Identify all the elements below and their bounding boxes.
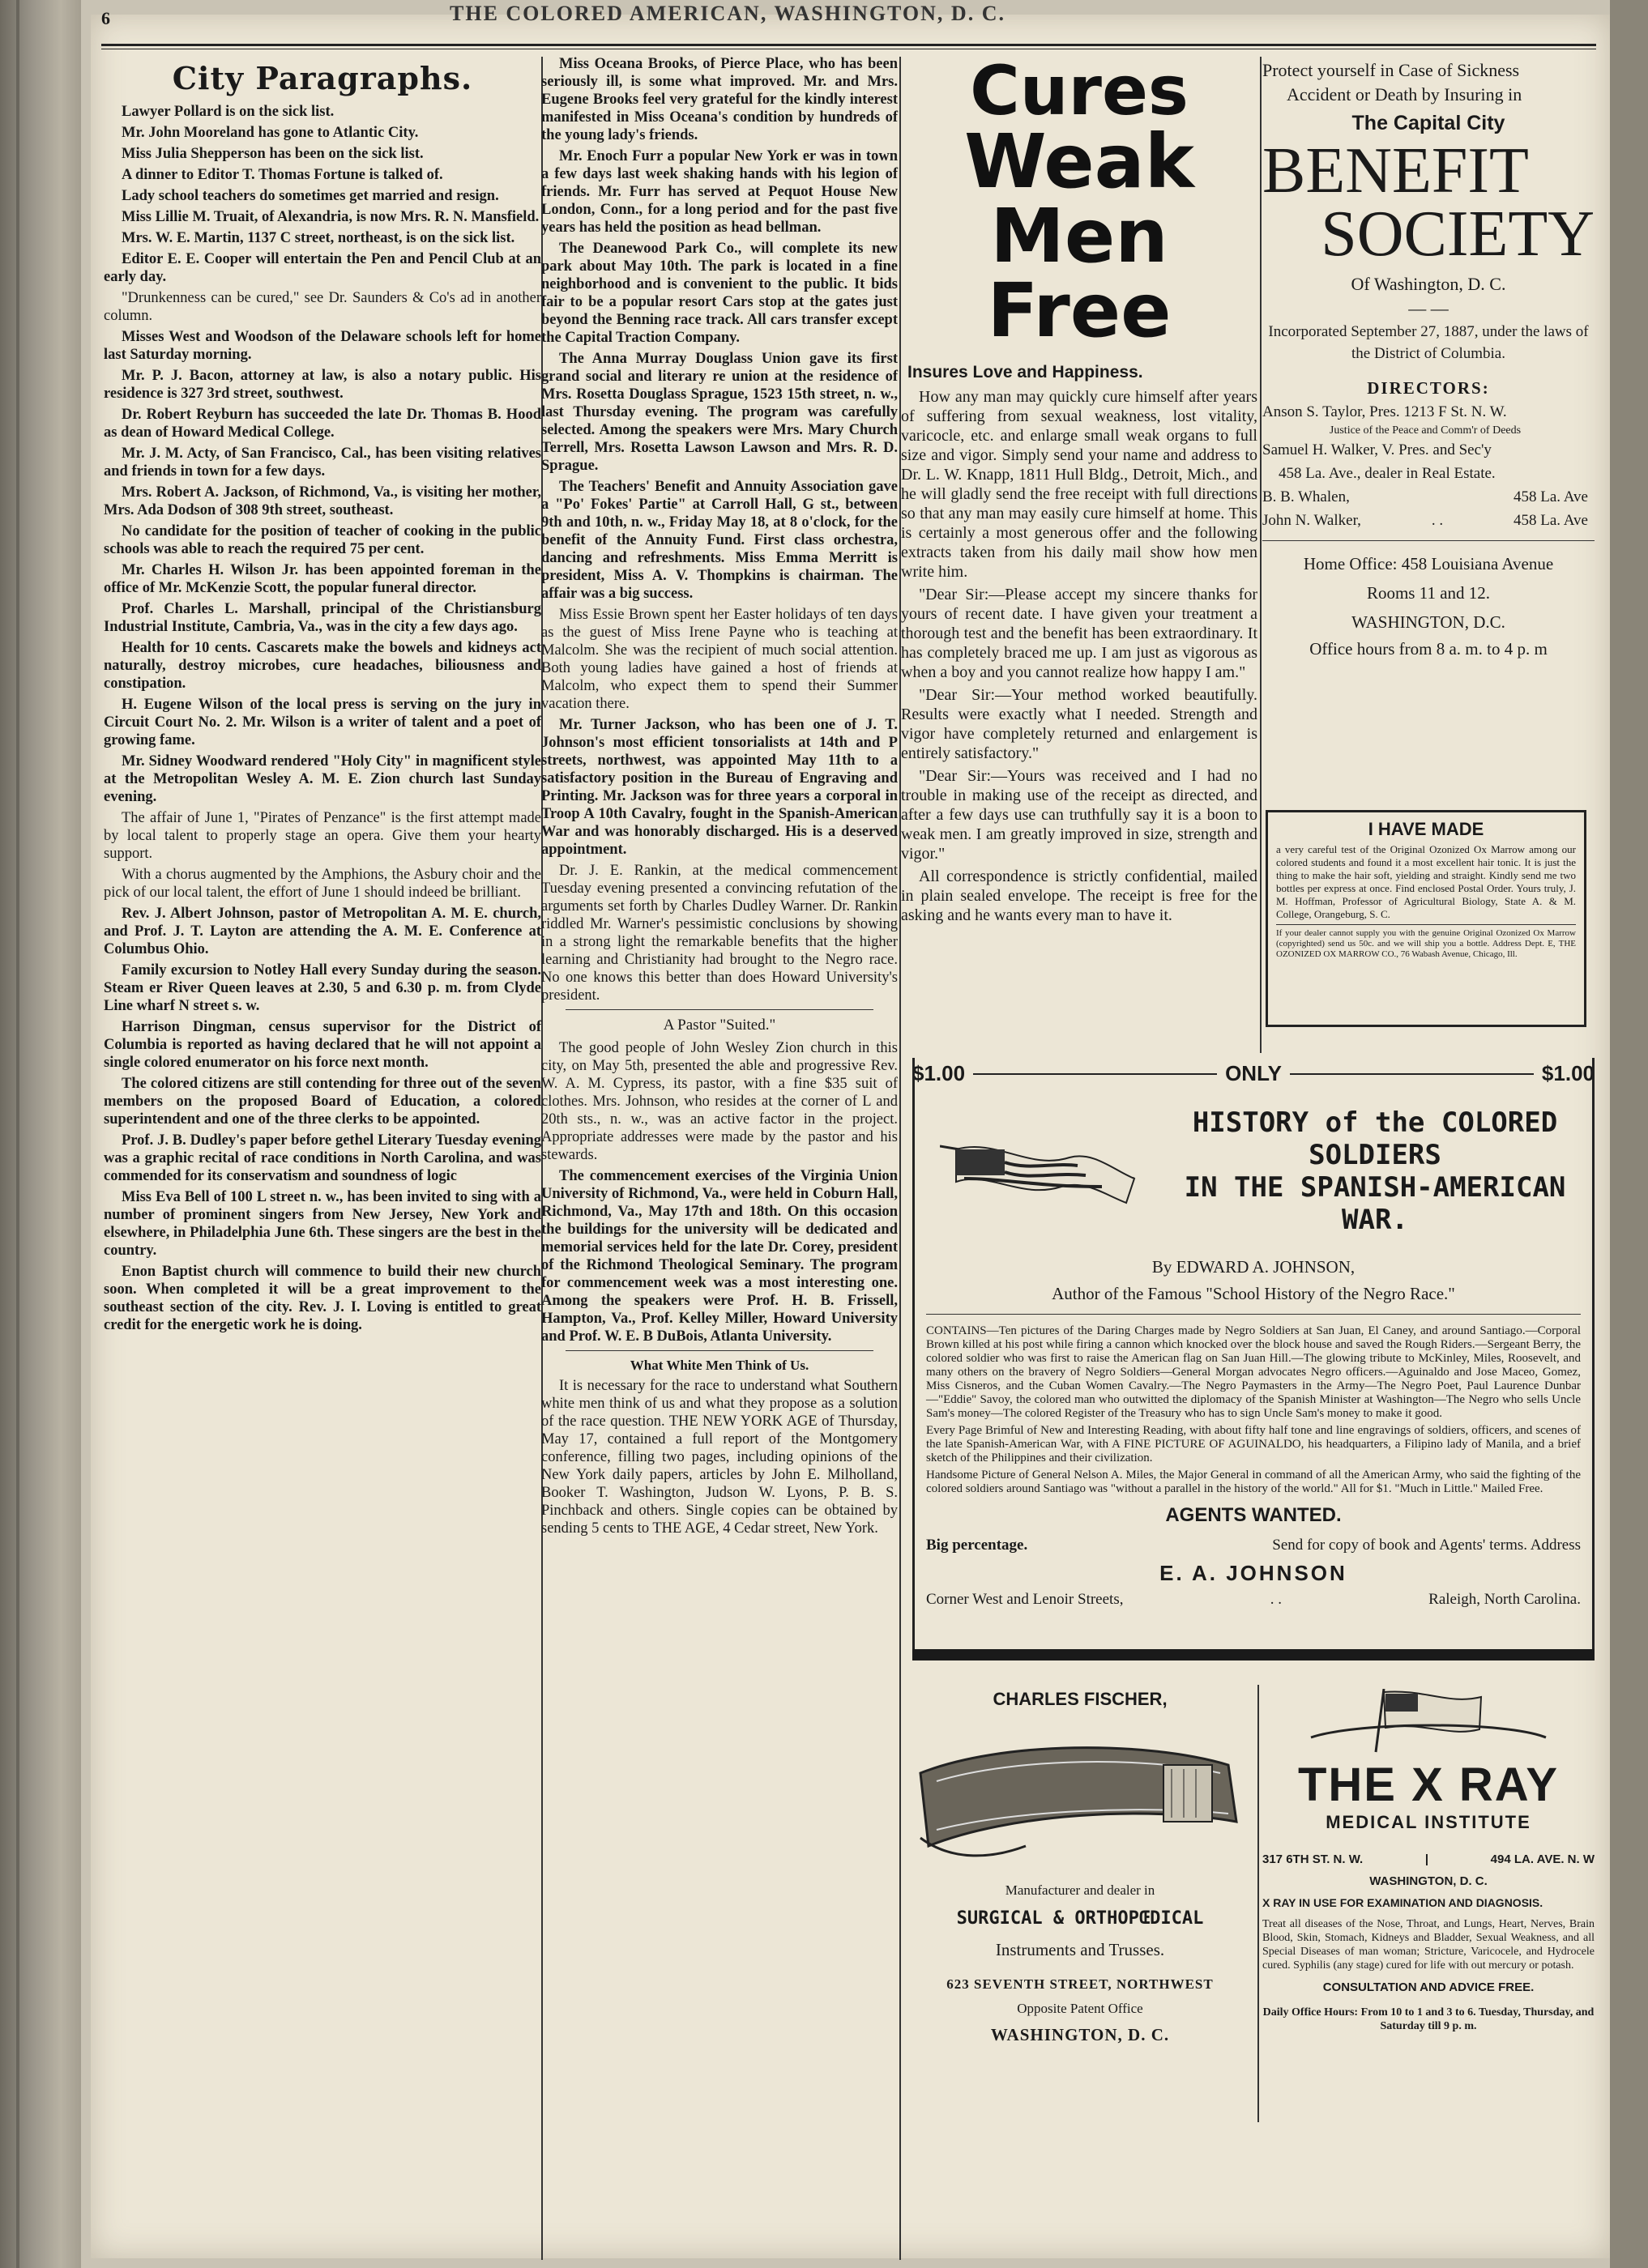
article-paragraph: The Teachers' Benefit and Annuity Association gave a "Po' Fokes' Partie" at Carroll Hall, G st., between 9th and 10th, n. w., Friday May 18, at 8 o'clock, for the benefit of the Annuity Fund. First class orchestra, dancing and refreshments. Miss Emma Merritt is president, Miss A. V. Thompkins is chairman. The affair was a big success. xyxy=(541,479,898,602)
fischer-line: SURGICAL & ORTHOPŒDICAL xyxy=(956,1908,1204,1929)
agents-wanted: AGENTS WANTED. xyxy=(1165,1504,1342,1526)
city: WASHINGTON, D.C. xyxy=(1351,612,1505,632)
article-paragraph: Mrs. W. E. Martin, 1137 C street, northeast, is on the sick list. xyxy=(122,230,515,246)
article-paragraph: The Anna Murray Douglass Union gave its first grand social and literary re union at the residence of Mrs. Rosetta Douglass Sprague, 1523 15th street, n. w., last Thursday evening. The program was carefully selected. Among the speakers were Mrs. Mary Church Terrell, Mrs. Rosetta Lawson Lawson and Mrs. R. D. Sprague. xyxy=(541,351,898,474)
ad-contains: CONTAINS—Ten pictures of the Daring Charges made by Negro Soldiers at San Juan, El Caney, and around Santiago.—Corporal Brown killed at his post while firing a cannon which knocked over the block house and saved the Rough Riders.—Sergeant Berry, the colored soldier who was first to raise the American flag on San Juan Hill.—The glowing tribute to McKinley, Miles, Roosevelt, and many others on the bravery of Negro Soldiers—General Morgan advocates Negro officers.—Aguinaldo and Jose Maceo, Gomez, Miss Cisneros, and the Cuban Women Cavalry.—The Negro Paymasters in the Army—The Negro Poet, Paul Laurence Dunbar—"Eddie" Savoy, the colored man who outwitted the diplomacy of the Spanish Minister at Washington—The Negro who sells Uncle Sam's money—The colored Register of the Treasury who has to sign Uncle Sam's money to make it good. xyxy=(926,1324,1581,1420)
ad-headline: CHARLES FISCHER, xyxy=(993,1689,1168,1709)
article-paragraph: Misses West and Woodson of the Delaware schools left for home last Saturday morning. xyxy=(104,329,541,363)
article-paragraph: The good people of John Wesley Zion church in this city, on May 5th, presented the able and progressive Rev. W. A. M. Cypress, its pastor, with a fine $35 suit of clothes. Mrs. Johnson, who resides at the corner of L and 20th sts., n. w., was an active factor in the project. Appropriate addresses were made by the pastor and his stewards. xyxy=(541,1040,898,1163)
article-paragraph: Miss Julia Shepperson has been on the sick list. xyxy=(122,146,424,162)
article-paragraph: Mr. Enoch Furr a popular New York er was in town a few days last week shaking hands with his legion of friends. Mr. Furr has served at Pequot House New London, Conn., for a long period and for the past five years has held the position as head bellman. xyxy=(541,148,898,236)
article-paragraph: The commencement exercises of the Virginia Union University of Richmond, Va., were held in Coburn Hall, Richmond, Va., May 17th and 18th. On this occasion the buildings for the university will be dedicated and memorial services held for the late Dr. Corey, president of the Richmond Theological Seminary. The program for commencement week was a most interesting one. Among the speakers were Prof. H. B. Frissell, Hampton, Va., Prof. Kelley Miller, Howard University and Prof. W. E. B DuBois, Atlanta University. xyxy=(541,1168,898,1345)
ad-intro: The Capital City xyxy=(1351,112,1505,134)
article-paragraph: How any man may quickly cure himself after years of suffering from sexual weakness, lost vitality, varicocle, etc. and enlarge small weak organs to full size and vigor. Simply send your name and address to Dr. L. W. Knapp, 1811 Hull Bldg., Detroit, Mich., and he will gladly send the free receipt with full directions so that any man may easily cure himself at home. This is certainly a most generous offer and the following extracts taken from his daily mail show how men write him. xyxy=(901,388,1257,581)
article-paragraph: Mr. Sidney Woodward rendered "Holy City" in magnificent style at the Metropolitan Wesley A. M. E. Zion church last Sunday evening. xyxy=(104,753,541,805)
section-title: City Paragraphs. xyxy=(172,60,473,96)
article-paragraph: Miss Eva Bell of 100 L street n. w., has been invited to sing with a number of prominent singers from New Jersey, New York and elsewhere, in Philadelphia June 6th. These singers are the best in the country. xyxy=(104,1189,541,1259)
article-paragraph: All correspondence is strictly confidential, mailed in plain sealed envelope. The receipt is free for the asking and he wants every man to have it. xyxy=(901,868,1257,924)
article-paragraph: "Dear Sir:—Please accept my sincere thanks for yours of recent date. I have given your treatment a thorough test and the benefit has been extraordinary. It has completely braced me up. I am just as vigorous as when a boy and you cannot realize how happy I am." xyxy=(901,586,1257,681)
article-paragraph: Mrs. Robert A. Jackson, of Richmond, Va., is visiting her mother, Mrs. Ada Dodson of 308 9th street, southeast. xyxy=(104,484,541,518)
article-paragraph: Mr. Turner Jackson, who has been one of J. T. Johnson's most efficient tonsorialists at 14th and P streets, northwest, was appointed May 11th to a satisfactory position in the Bureau of Engraving and Printing. Mr. Jackson was for three years a corporal in Troop A 10th Cavalry, fought in the Spanish-American War and was honorably discharged. His is a deserved appointment. xyxy=(541,717,898,858)
article-paragraph: Miss Lillie M. Truait, of Alexandria, is now Mrs. R. N. Mansfield. xyxy=(122,209,540,225)
ad-body xyxy=(901,387,1257,925)
director-title: 458 La. Ave., dealer in Real Estate. xyxy=(1279,465,1496,482)
fischer-line: Manufacturer and dealer in xyxy=(1005,1882,1155,1898)
office-hours: Office hours from 8 a. m. to 4 p. m xyxy=(1309,639,1548,659)
paragraph-list xyxy=(541,1039,898,1345)
paragraph-list xyxy=(541,55,898,1004)
home-office: Home Office: 458 Louisiana Avenue xyxy=(1303,554,1554,573)
article-paragraph: Dr. J. E. Rankin, at the medical commencement Tuesday evening presented a convincing refutation of the arguments set forth by Charles Dudley Warner. Dr. Rankin riddled Mr. Warner's pessimistic conclusions by showing in a strong light the remarkable benefits that the higher learning and Christianity had brought to the Negro race. No one knows this better than does Howard University's president. xyxy=(541,863,898,1004)
rooms: Rooms 11 and 12. xyxy=(1366,583,1491,603)
ad-headline: BENEFIT xyxy=(1262,135,1529,207)
article-paragraph: Mr. Charles H. Wilson Jr. has been appointed foreman in the office of Mr. McKenzie Scott, the popular funeral director. xyxy=(104,562,541,596)
ad-headline: Free xyxy=(987,267,1172,354)
ad-headline: HISTORY of the COLORED SOLDIERS xyxy=(1192,1106,1558,1171)
ad-intro: Protect yourself in Case of Sickness xyxy=(1262,60,1520,80)
scan-edge xyxy=(1610,0,1648,2268)
agents-terms: Big percentage. Send for copy of book and Agents' terms. Address xyxy=(926,1537,1581,1554)
article-paragraph: Mr. J. M. Acty, of San Francisco, Cal., has been visiting relatives and friends in town for a few days. xyxy=(104,446,541,480)
directors-heading: DIRECTORS: xyxy=(1367,378,1490,398)
xray-treat: Treat all diseases of the Nose, Throat, and Lungs, Heart, Nerves, Brain Blood, Skin, Stomach, Kidneys and Bladder, Sexual Weakness, and all Special Diseases of man woman; Stricture, Varicocele, and Hydrocele cured. Syphilis (any stage) cured for life with out mercury or potash. xyxy=(1262,1918,1595,1972)
xray-city: WASHINGTON, D. C. xyxy=(1369,1874,1488,1888)
article-paragraph: It is necessary for the race to understand what Southern white men think of us and what they propose as a solution of the race question. THE NEW YORK AGE of Thursday, May 17, contained a full report of the Montgomery conference, filling two pages, including opinions of the New York daily papers, articles by John E. Milholland, Booker T. Washington, Judson W. Lyons, P. B. S. Pinchback and others. Single copies can be obtained by sending 5 cents to THE AGE, 4 Cedar street, New York. xyxy=(541,1378,898,1537)
article-paragraph: "Dear Sir:—Yours was received and I had no trouble in making use of the receipt as directed, and after a few days use can truthfully say it is a boon to weak men. I am greatly improved in size, strength and vigor." xyxy=(901,767,1257,863)
article-paragraph: The colored citizens are still contending for three out of the seven members on the proposed Board of Education, a colored superintendent and one of the three clerks to be appointed. xyxy=(104,1076,541,1128)
benefit-society-ad xyxy=(1262,58,1595,661)
page-number: 6 xyxy=(101,8,110,28)
ad-headline: Cures xyxy=(970,51,1189,130)
ad-body: a very careful test of the Original Ozonized Ox Marrow among our colored students and found it a most excellent hair tonic. It is just the thing to make the hair soft, yielding and straight. Kindly send me two bottles per express at once. Find enclosed Postal Order. Yours truly, J. M. Hoffman, Professor of Agricultural Biology, State A. & M. College, Orangeburg, S. C. xyxy=(1276,843,1576,920)
article-paragraph: Family excursion to Notley Hall every Sunday during the season. Steam er River Queen leaves at 2.30, 5 and 6.30 p. m. from Clyde Line wharf N street s. w. xyxy=(104,962,541,1014)
article-paragraph: Enon Baptist church will commence to build their new church soon. When completed it will be a great improvement to the southeast section of the city. Rev. J. I. Loving is entitled to great credit for the energetic work he is doing. xyxy=(104,1264,541,1333)
price-banner: $1.00 ONLY $1.00 xyxy=(912,1061,1595,1085)
ad-headline: SOCIETY xyxy=(1321,198,1595,270)
xray-consult: CONSULTATION AND ADVICE FREE. xyxy=(1322,1980,1535,1994)
address-line: Corner West and Lenoir Streets, . . Raleigh, North Carolina. xyxy=(926,1591,1581,1608)
ad-headline: IN THE SPANISH-AMERICAN WAR. xyxy=(1184,1171,1566,1236)
american-flag-icon xyxy=(940,1130,1151,1219)
ad-intro: Accident or Death by Insuring in xyxy=(1287,84,1522,104)
article-paragraph: Prof. J. B. Dudley's paper before gethel Literary Tuesday evening was a graphic recital of race conditions in North Carolina, and was commended for its conservatism and soundness of logic xyxy=(104,1132,541,1184)
article-paragraph: Lady school teachers do sometimes get married and resign. xyxy=(122,188,499,204)
xray-institute-ad xyxy=(1262,1689,1595,2033)
ad-footer: If your dealer cannot supply you with the genuine Original Ozonized Ox Marrow (copyrighted) send us 50c. and we will ship you a bottle. Address Dept. E, THE OZONIZED OX MARROW CO., 76 Wabash Avenue, Chicago, Ill. xyxy=(1276,928,1576,959)
article-paragraph: A dinner to Editor T. Thomas Fortune is talked of. xyxy=(122,167,443,183)
charles-fischer-ad xyxy=(904,1689,1256,2045)
city-paragraphs-column xyxy=(104,55,541,1337)
truss-belt-icon xyxy=(904,1716,1256,1878)
paragraph-list xyxy=(104,103,541,1334)
ad-every-page: Every Page Brimful of New and Interesting Reading, with about fifty half tone and line engravings of soldiers, officers, and scenes of the late Spanish-American War, with A FINE PICTURE OF AGUINALDO, his headquarters, a Filipino lady of Manila, and a brief sketch of the Philippines and their civilization. xyxy=(926,1424,1581,1464)
column-rule xyxy=(1257,1685,1259,2122)
subhead-white-men: What White Men Think of Us. xyxy=(630,1358,809,1373)
column-rule xyxy=(1260,57,1262,1053)
xray-hours: Daily Office Hours: From 10 to 1 and 3 to 6. Tuesday, Thursday, and Saturday till 9 p. m. xyxy=(1262,2006,1595,2032)
director-row: B. B. Whalen, 458 La. Ave xyxy=(1262,488,1588,505)
ad-subhead: Insures Love and Happiness. xyxy=(907,363,1143,382)
director-row: Anson S. Taylor, Pres. 1213 F St. N. W. xyxy=(1262,403,1507,420)
article-paragraph: "Dear Sir:—Your method worked beautifully. Results were exactly what I needed. Strength and vigor have completely returned and enlargement is entirely satisfactory." xyxy=(901,686,1257,762)
article-paragraph: "Drunkenness can be cured," see Dr. Saunders & Co's ad in another column. xyxy=(104,290,541,324)
ad-headline: Weak Men xyxy=(964,118,1194,279)
ad-incorporated: Incorporated September 27, 1887, under the laws of the District of Columbia. xyxy=(1268,323,1589,362)
book-binding xyxy=(0,0,81,2268)
ad-handsome: Handsome Picture of General Nelson A. Miles, the Major General in command of all the American Army, who said the fighting of the colored soldiers around Santiago was "without a parallel in the history of the world." All for $1. "Much in Little." Mailed Free. xyxy=(926,1469,1581,1495)
fischer-line: 623 SEVENTH STREET, NORTHWEST xyxy=(946,1976,1214,1992)
article-paragraph: Miss Essie Brown spent her Easter holidays of ten days as the guest of Miss Irene Payne who is teaching at Malcolm. She was the recipient of much social attention. Both young ladies have gained a host of friends at Malcolm, who expect them to spend their Summer vacation there. xyxy=(541,607,898,712)
address-name: E. A. JOHNSON xyxy=(1159,1561,1347,1585)
article-paragraph: Lawyer Pollard is on the sick list. xyxy=(122,104,335,120)
article-paragraph: Miss Oceana Brooks, of Pierce Place, who has been seriously ill, is some what improved. Mr. and Mrs. Eugene Brooks feel very grateful for the kindly interest manifested in Miss Oceana's condition by hundreds of the young lady's friends. xyxy=(541,56,898,143)
xray-address: 317 6TH ST. N. W. | 494 LA. AVE. N. W xyxy=(1262,1852,1595,1866)
article-paragraph: Rev. J. Albert Johnson, pastor of Metropolitan A. M. E. church, and Prof. J. T. Layton are attending the A. M. E. Conference at Columbus Ohio. xyxy=(104,906,541,957)
subhead-pastor-suited: A Pastor "Suited." xyxy=(663,1017,776,1034)
ad-subheadline: MEDICAL INSTITUTE xyxy=(1326,1812,1531,1832)
director-title: Justice of the Peace and Comm'r of Deeds xyxy=(1329,424,1522,437)
author-of: Author of the Famous "School History of the Negro Race." xyxy=(1052,1284,1455,1303)
director-row: John N. Walker, . . 458 La. Ave xyxy=(1262,512,1588,529)
article-paragraph: Mr. John Mooreland has gone to Atlantic City. xyxy=(122,125,419,141)
article-paragraph: Health for 10 cents. Cascarets make the bowels and kidneys act naturally, destroy microbes, cure headaches, biliousness and constipation. xyxy=(104,640,541,692)
fischer-line: WASHINGTON, D. C. xyxy=(990,2025,1170,2044)
article-paragraph: Harrison Dingman, census supervisor for the District of Columbia is reported as having declared that he will not appoint a single colored enumerator on his force next month. xyxy=(104,1019,541,1071)
author-line: By EDWARD A. JOHNSON, xyxy=(1151,1257,1356,1277)
article-paragraph: The Deanewood Park Co., will complete its new park about May 10th. The park is located in a fine neighborhood and is convenient to the public. It bids fair to be a popular resort Cars stop at the gates just beyond the Benning race track. All cars transfer except the Capital Traction Company. xyxy=(541,241,898,346)
fischer-line: Opposite Patent Office xyxy=(1017,2001,1143,2016)
article-paragraph: No candidate for the position of teacher of cooking in the public schools was able to reach the required 75 per cent. xyxy=(104,523,541,557)
article-paragraph: H. Eugene Wilson of the local press is serving on the jury in Circuit Court No. 2. Mr. Wilson is a writer of talent and a poet of growing fame. xyxy=(104,697,541,748)
director-row: Samuel H. Walker, V. Pres. and Sec'y xyxy=(1262,441,1492,458)
article-paragraph: Mr. P. J. Bacon, attorney at law, is also a notary public. His residence is 327 3rd street, southwest. xyxy=(104,368,541,402)
article-paragraph: Prof. Charles L. Marshall, principal of the Christiansburg Industrial Institute, Cambria, Va., was in the city a few days ago. xyxy=(104,601,541,635)
box-rule xyxy=(912,1649,1595,1660)
divider-dash: — — xyxy=(1408,298,1449,318)
ox-marrow-ad xyxy=(1266,810,1586,1027)
fischer-line: Instruments and Trusses. xyxy=(995,1940,1165,1959)
ad-place: Of Washington, D. C. xyxy=(1351,274,1506,294)
page-header xyxy=(101,2,1596,28)
ad-headline: I HAVE MADE xyxy=(1368,819,1484,839)
article-paragraph: Dr. Robert Reyburn has succeeded the late Dr. Thomas B. Hood as dean of Howard Medical College. xyxy=(104,407,541,441)
article-paragraph: With a chorus augmented by the Amphions, the Asbury choir and the pick of our local talent, the effort of June 1 should indeed be brilliant. xyxy=(104,867,541,901)
news-column xyxy=(541,55,898,1541)
article-paragraph: The affair of June 1, "Pirates of Penzance" is the first attempt made by local talent to properly stage an opera. Give them your hearty support. xyxy=(104,810,541,862)
flag-emblem-icon xyxy=(1262,1689,1595,1754)
cures-weak-men-ad xyxy=(901,51,1257,928)
running-title: THE COLORED AMERICAN, WASHINGTON, D. C. xyxy=(450,2,1005,25)
ad-headline: THE X RAY xyxy=(1297,1759,1560,1811)
article-paragraph: Editor E. E. Cooper will entertain the Pen and Pencil Club at an early day. xyxy=(104,251,541,285)
xray-use: X RAY IN USE FOR EXAMINATION AND DIAGNOSIS. xyxy=(1262,1896,1543,1909)
